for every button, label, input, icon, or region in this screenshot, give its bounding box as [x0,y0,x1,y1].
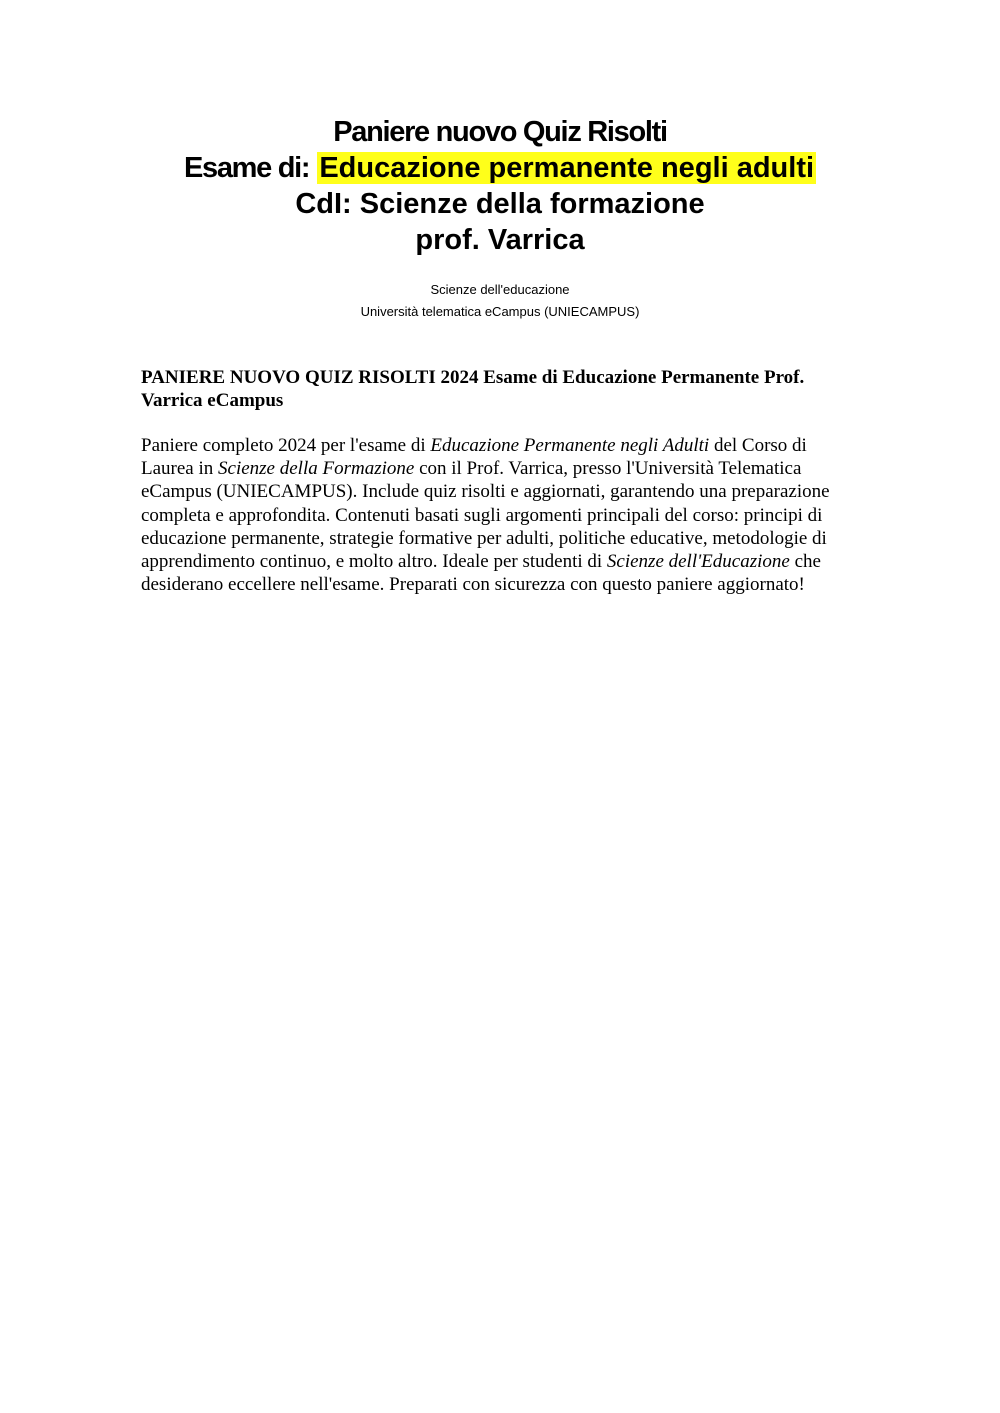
university-label: Università telematica eCampus (UNIECAMPUS) [360,304,640,319]
body-text-1: Paniere completo 2024 per l'esame di [141,435,431,456]
body-italic-degree: Scienze della Formazione [218,458,415,480]
course-name-highlight: Educazione permanente negli adulti [319,152,815,184]
title-line-1: Paniere nuovo Quiz Risolti [333,116,667,148]
category-label: Scienze dell'educazione [430,282,570,297]
body-text-3: con il Prof. Varrica, presso l'Università Telematica eCampus (UNIECAMPUS). Include quiz risolti e aggiornati, garantendo una preparazione completa e approfondita. Contenuti basati sugli argomenti principali del corso: principi di educazione permanente, strategie formative per adulti, politiche educative, metodologie di apprendimento continuo, e molto altro. Ideale per studenti di [141,458,830,573]
exam-label: Esame di: [183,152,310,184]
title-line-3: CdI: Scienze della formazione [295,188,705,220]
body-text-4: che desiderano eccellere nell'esame. Preparati con sicurezza con questo paniere aggiornato! [141,551,821,596]
body-text-2: del Corso di Laurea in [141,435,807,480]
description-heading: PANIERE NUOVO QUIZ RISOLTI 2024 Esame di Educazione Permanente Prof. Varrica eCampus [141,367,805,411]
description-paragraph [141,434,861,596]
document-title-block [0,114,1000,258]
body-italic-course: Educazione Permanente negli Adulti [430,435,710,456]
title-line-2 [0,150,1000,186]
body-italic-field: Scienze dell'Educazione [606,551,790,573]
title-line-4: prof. Varrica [415,224,585,256]
document-meta [0,279,1000,323]
